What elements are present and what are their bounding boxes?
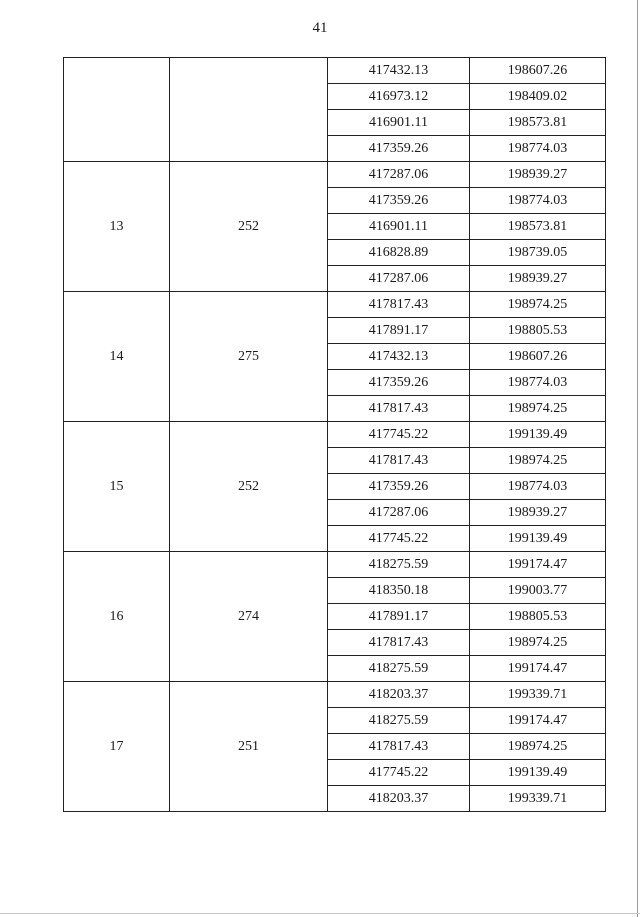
y-coordinate-cell: 198974.25: [470, 292, 606, 318]
parcel-area-cell: 275: [170, 292, 328, 422]
y-coordinate-cell: 198774.03: [470, 136, 606, 162]
scan-edge-bottom: [0, 913, 640, 914]
parcel-id-cell: 16: [64, 552, 170, 682]
x-coordinate-cell: 417817.43: [328, 292, 470, 318]
y-coordinate-cell: 199339.71: [470, 682, 606, 708]
x-coordinate-cell: 417287.06: [328, 266, 470, 292]
parcel-area-cell: 252: [170, 422, 328, 552]
x-coordinate-cell: 416901.11: [328, 214, 470, 240]
y-coordinate-cell: 198805.53: [470, 604, 606, 630]
y-coordinate-cell: 198739.05: [470, 240, 606, 266]
x-coordinate-cell: 417745.22: [328, 526, 470, 552]
x-coordinate-cell: 417359.26: [328, 474, 470, 500]
x-coordinate-cell: 418275.59: [328, 656, 470, 682]
x-coordinate-cell: 416973.12: [328, 84, 470, 110]
x-coordinate-cell: 417745.22: [328, 422, 470, 448]
y-coordinate-cell: 198939.27: [470, 266, 606, 292]
y-coordinate-cell: 198939.27: [470, 500, 606, 526]
table-row: [64, 292, 606, 318]
y-coordinate-cell: 198974.25: [470, 630, 606, 656]
parcel-id-cell: [64, 58, 170, 162]
x-coordinate-cell: 417817.43: [328, 396, 470, 422]
coordinates-table-body: [64, 58, 606, 812]
x-coordinate-cell: 417359.26: [328, 136, 470, 162]
parcel-area-cell: 274: [170, 552, 328, 682]
table-row: [64, 552, 606, 578]
y-coordinate-cell: 199139.49: [470, 760, 606, 786]
x-coordinate-cell: 417891.17: [328, 604, 470, 630]
parcel-id-cell: 17: [64, 682, 170, 812]
y-coordinate-cell: 199339.71: [470, 786, 606, 812]
x-coordinate-cell: 418275.59: [328, 708, 470, 734]
x-coordinate-cell: 417359.26: [328, 188, 470, 214]
y-coordinate-cell: 199174.47: [470, 708, 606, 734]
y-coordinate-cell: 198573.81: [470, 214, 606, 240]
y-coordinate-cell: 198774.03: [470, 474, 606, 500]
x-coordinate-cell: 417745.22: [328, 760, 470, 786]
y-coordinate-cell: 199174.47: [470, 656, 606, 682]
x-coordinate-cell: 417817.43: [328, 448, 470, 474]
y-coordinate-cell: 198974.25: [470, 396, 606, 422]
table-row: [64, 682, 606, 708]
x-coordinate-cell: 416901.11: [328, 110, 470, 136]
x-coordinate-cell: 418275.59: [328, 552, 470, 578]
y-coordinate-cell: 198939.27: [470, 162, 606, 188]
x-coordinate-cell: 417891.17: [328, 318, 470, 344]
x-coordinate-cell: 418203.37: [328, 682, 470, 708]
y-coordinate-cell: 199174.47: [470, 552, 606, 578]
x-coordinate-cell: 417817.43: [328, 734, 470, 760]
y-coordinate-cell: 198974.25: [470, 448, 606, 474]
table-row: [64, 422, 606, 448]
y-coordinate-cell: 199139.49: [470, 526, 606, 552]
y-coordinate-cell: 198805.53: [470, 318, 606, 344]
x-coordinate-cell: 418203.37: [328, 786, 470, 812]
x-coordinate-cell: 418350.18: [328, 578, 470, 604]
x-coordinate-cell: 416828.89: [328, 240, 470, 266]
parcel-area-cell: 251: [170, 682, 328, 812]
y-coordinate-cell: 198607.26: [470, 344, 606, 370]
x-coordinate-cell: 417359.26: [328, 370, 470, 396]
scan-edge-right: [637, 0, 638, 917]
table-row: [64, 162, 606, 188]
y-coordinate-cell: 199139.49: [470, 422, 606, 448]
y-coordinate-cell: 198573.81: [470, 110, 606, 136]
x-coordinate-cell: 417817.43: [328, 630, 470, 656]
parcel-id-cell: 14: [64, 292, 170, 422]
y-coordinate-cell: 198774.03: [470, 370, 606, 396]
coordinates-table: [63, 57, 606, 812]
parcel-area-cell: 252: [170, 162, 328, 292]
x-coordinate-cell: 417432.13: [328, 58, 470, 84]
x-coordinate-cell: 417432.13: [328, 344, 470, 370]
parcel-id-cell: 15: [64, 422, 170, 552]
x-coordinate-cell: 417287.06: [328, 162, 470, 188]
parcel-id-cell: 13: [64, 162, 170, 292]
y-coordinate-cell: 198974.25: [470, 734, 606, 760]
y-coordinate-cell: 198409.02: [470, 84, 606, 110]
x-coordinate-cell: 417287.06: [328, 500, 470, 526]
y-coordinate-cell: 198607.26: [470, 58, 606, 84]
table-row: [64, 58, 606, 84]
y-coordinate-cell: 199003.77: [470, 578, 606, 604]
y-coordinate-cell: 198774.03: [470, 188, 606, 214]
parcel-area-cell: [170, 58, 328, 162]
page-number: 41: [312, 20, 328, 36]
